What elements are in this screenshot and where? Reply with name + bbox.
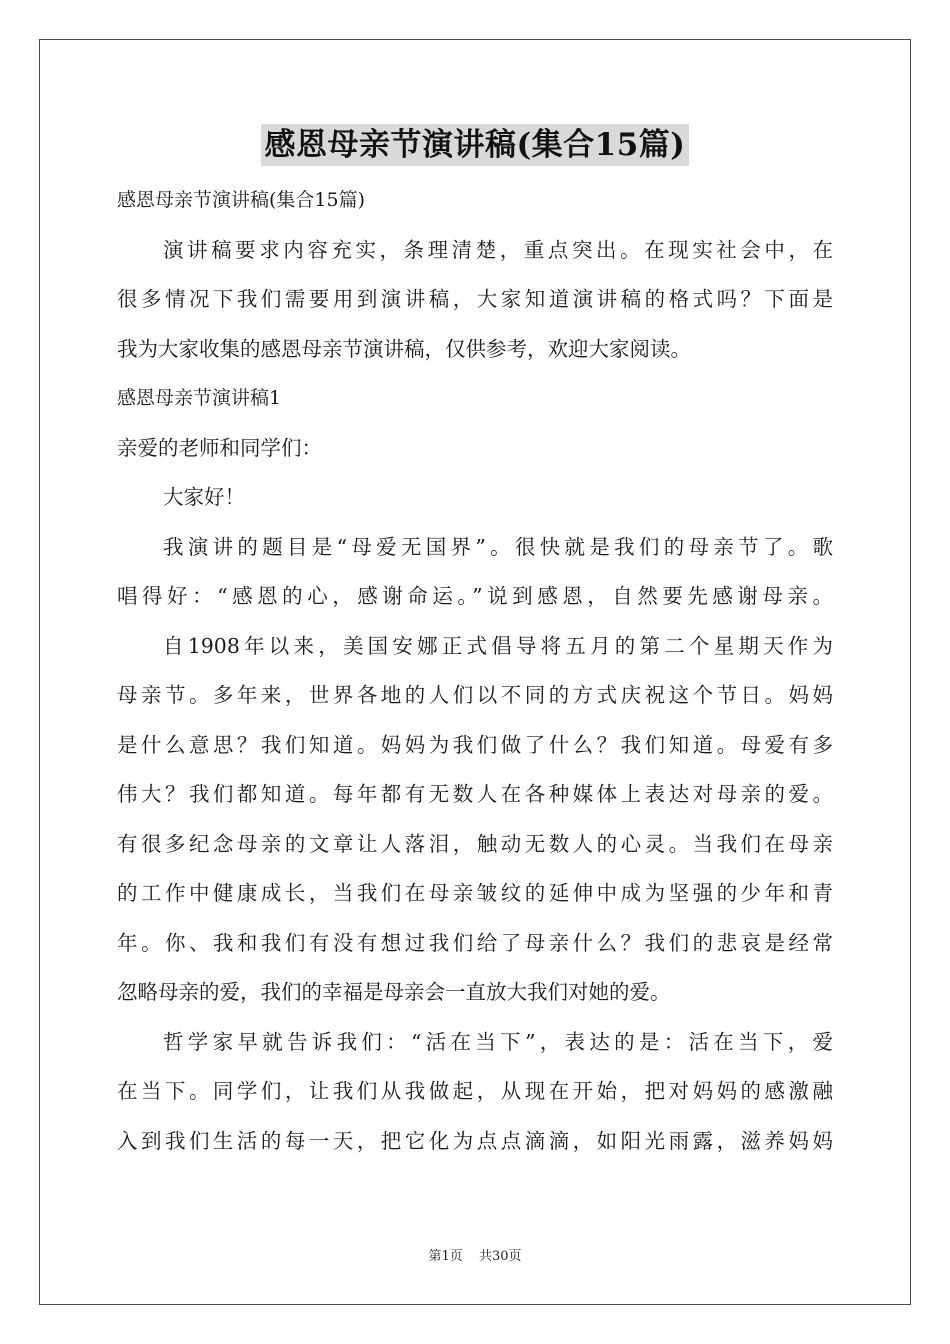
paragraph-line: 年。你、我和我们有没有想过我们给了母亲什么？我们的悲哀是经常 — [117, 930, 833, 955]
page-footer — [0, 1245, 950, 1264]
paragraph-line: 在当下。同学们，让我们从我做起，从现在开始，把对妈妈的感激融 — [117, 1079, 833, 1103]
paragraph-line: 伟大？我们都知道。每年都有无数人在各种媒体上表达对母亲的爱。 — [117, 782, 833, 806]
paragraph-line: 的工作中健康成长，当我们在母亲皱纹的延伸中成为坚强的少年和青 — [117, 881, 833, 905]
salutation-line: 亲爱的老师和同学们： — [117, 435, 322, 460]
title-container — [0, 124, 950, 166]
paragraph-line: 入到我们生活的每一天，把它化为点点滴滴，如阳光雨露，滋养妈妈 — [117, 1128, 833, 1153]
page-number: 第1页 — [428, 1249, 463, 1264]
page-total: 共30页 — [478, 1249, 522, 1264]
paragraph-line: 我演讲的题目是“母爱无国界”。很快就是我们的母亲节了。歌 — [163, 534, 833, 559]
paragraph-line: 演讲稿要求内容充实，条理清楚，重点突出。在现实社会中，在 — [163, 237, 833, 262]
paragraph-line: 哲学家早就告诉我们：“活在当下”，表达的是：活在当下，爱 — [163, 1029, 833, 1054]
paragraph-line: 我为大家收集的感恩母亲节演讲稿，仅供参考，欢迎大家阅读。 — [117, 336, 691, 361]
greeting-line: 大家好！ — [163, 485, 245, 509]
paragraph-line: 唱得好：“感恩的心，感谢命运。”说到感恩，自然要先感谢母亲。 — [117, 584, 833, 608]
paragraph-line: 很多情况下我们需要用到演讲稿，大家知道演讲稿的格式吗？下面是 — [117, 287, 833, 311]
paragraph-line: 有很多纪念母亲的文章让人落泪，触动无数人的心灵。当我们在母亲 — [117, 831, 833, 856]
paragraph-line: 母亲节。多年来，世界各地的人们以不同的方式庆祝这个节日。妈妈 — [117, 683, 833, 707]
paragraph-line: 自1908年以来，美国安娜正式倡导将五月的第二个星期天作为 — [163, 633, 833, 658]
document-title: 感恩母亲节演讲稿(集合15篇) — [261, 124, 690, 166]
subtitle-line: 感恩母亲节演讲稿(集合15篇) — [117, 189, 366, 211]
document-body — [117, 176, 833, 1166]
section-heading: 感恩母亲节演讲稿1 — [117, 387, 282, 409]
paragraph-line: 是什么意思？我们知道。妈妈为我们做了什么？我们知道。母爱有多 — [117, 732, 833, 757]
paragraph-line: 忽略母亲的爱，我们的幸福是母亲会一直放大我们对她的爱。 — [117, 980, 671, 1004]
